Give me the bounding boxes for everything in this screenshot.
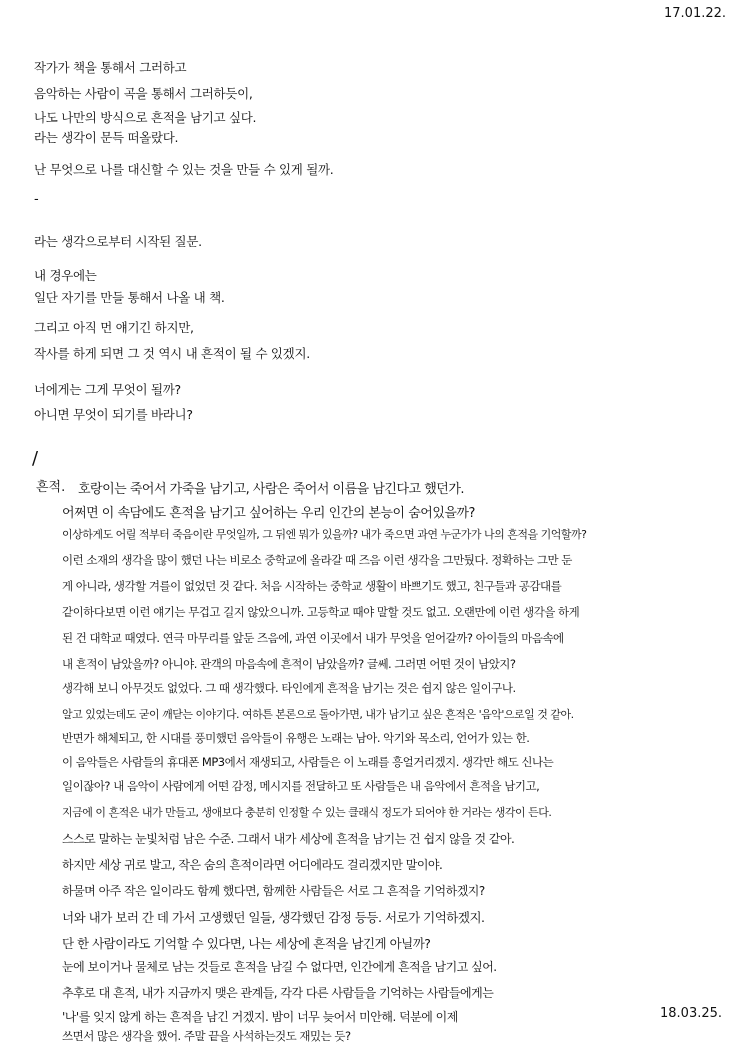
text-line: 라는 생각으로부터 시작된 질문. bbox=[34, 234, 202, 249]
text-line: 반면가 해체되고, 한 시대를 풍미했던 음악들이 유행은 노래는 남아. 악기와 목소리, 언어가 있는 한. bbox=[62, 731, 530, 745]
text-line: 라는 생각이 문득 떠올랐다. bbox=[34, 130, 179, 145]
text-line: 작가가 책을 통해서 그러하고 bbox=[34, 60, 187, 75]
text-line: 같이하다보면 이런 얘기는 무겁고 길지 않았으니까. 고등학교 때야 말할 것도 없고. 오랜만에 이런 생각을 하게 bbox=[62, 605, 580, 619]
text-line: 작사를 하게 되면 그 것 역시 내 흔적이 될 수 있겠지. bbox=[34, 346, 310, 361]
text-line: 일이잖아? 내 음악이 사람에게 어떤 감정, 메시지를 전달하고 또 사람들은 내 음악에서 흔적을 남기고, bbox=[62, 779, 540, 793]
text-line: 된 건 대학교 때였다. 연극 마무리를 앞둔 즈음에, 과연 이곳에서 내가 무엇을 얻어갈까? 아이들의 마음속에 bbox=[62, 631, 564, 645]
text-line: 게 아니라, 생각할 겨를이 없었던 것 같다. 처음 시작하는 중학교 생활이 바쁘기도 했고, 친구들과 공감대를 bbox=[62, 579, 562, 593]
text-line: 아니면 무엇이 되기를 바라니? bbox=[34, 407, 193, 422]
text-line: 쓰면서 많은 생각을 했어. 주말 끝을 사석하는것도 재밌는 듯? bbox=[62, 1029, 351, 1043]
text-line: 호랑이는 죽어서 가죽을 남기고, 사람은 죽어서 이름을 남긴다고 했던가. bbox=[78, 482, 465, 497]
text-line: 음악하는 사람이 곡을 통해서 그러하듯이, bbox=[34, 86, 253, 101]
text-line: 하물며 아주 작은 일이라도 함께 했다면, 함께한 사람들은 서로 그 흔적을 기억하겠지? bbox=[62, 884, 485, 898]
text-line: 하지만 세상 귀로 발고, 작은 숨의 흔적이라면 어디에라도 걸리겠지만 말이야. bbox=[62, 858, 443, 872]
text-line: 내 흔적이 남았을까? 아니야. 관객의 마음속에 흔적이 남았을까? 글쎄. 그러면 어떤 것이 남았지? bbox=[62, 657, 516, 671]
text-line: 알고 있었는데도 굳이 깨닫는 이야기다. 여하튼 본론으로 돌아가면, 내가 남기고 싶은 흔적은 '음악'으로일 것 같아. bbox=[62, 708, 574, 721]
text-line: 너와 내가 보러 간 데 가서 고생했던 일들, 생각했던 감정 등등. 서로가 기억하겠지. bbox=[62, 910, 485, 925]
text-line: 이 음악들은 사람들의 휴대폰 MP3에서 재생되고, 사람들은 이 노래를 흥얼거리겠지. 생각만 해도 신나는 bbox=[62, 755, 554, 769]
date-top: 17.01.22. bbox=[664, 6, 727, 21]
text-line: 나도 나만의 방식으로 흔적을 남기고 싶다. bbox=[34, 110, 257, 125]
text-line: 단 한 사람이라도 기억할 수 있다면, 나는 세상에 흔적을 남긴게 아닐까? bbox=[62, 936, 431, 951]
text-line: 일단 자기를 만들 통해서 나올 내 책. bbox=[34, 290, 225, 305]
date-bottom: 18.03.25. bbox=[660, 1006, 723, 1021]
text-line: 이상하게도 어릴 적부터 죽음이란 무엇일까, 그 뒤엔 뭐가 있을까? 내가 죽으면 과연 누군가가 나의 흔적을 기억할까? bbox=[62, 528, 587, 541]
text-line: 내 경우에는 bbox=[34, 268, 97, 283]
text-line: 그리고 아직 먼 얘기긴 하지만, bbox=[34, 320, 194, 335]
text-line: 눈에 보이거나 물체로 남는 것들로 흔적을 남길 수 없다면, 인간에게 흔적을 남기고 싶어. bbox=[62, 960, 497, 974]
text-line: 추후로 대 흔적, 내가 지금까지 맺은 관계들, 각각 다른 사람들을 기억하는 사람들에게는 bbox=[62, 986, 494, 1000]
text-line: 어쩌면 이 속담에도 흔적을 남기고 싶어하는 우리 인간의 본능이 숨어있을까? bbox=[62, 506, 475, 521]
section-label: 흔적. bbox=[36, 480, 66, 495]
dash-mark: - bbox=[34, 192, 39, 207]
divider-slash: / bbox=[32, 448, 39, 469]
text-line: 지금에 이 흔적은 내가 만들고, 생애보다 충분히 인정할 수 있는 클래식 정도가 되어야 한 거라는 생각이 든다. bbox=[62, 806, 552, 819]
text-line: 너에게는 그게 무엇이 될까? bbox=[34, 382, 181, 397]
text-line: 생각해 보니 아무것도 없었다. 그 때 생각했다. 타인에게 흔적을 남기는 것은 쉽지 않은 일이구나. bbox=[62, 681, 516, 695]
text-line: 스스로 말하는 눈빛처럼 남은 수준. 그래서 내가 세상에 흔적을 남기는 건 쉽지 않을 것 같아. bbox=[62, 832, 515, 846]
text-line: 이런 소재의 생각을 많이 했던 나는 비로소 중학교에 올라갈 때 즈음 이런 생각을 그만뒀다. 정확하는 그만 둔 bbox=[62, 553, 572, 567]
text-line: 난 무엇으로 나를 대신할 수 있는 것을 만들 수 있게 될까. bbox=[34, 162, 334, 177]
text-line: '나'를 잊지 않게 하는 흔적을 남긴 거겠지. 밤이 너무 늦어서 미안해. 덕분에 이제 bbox=[62, 1010, 458, 1024]
